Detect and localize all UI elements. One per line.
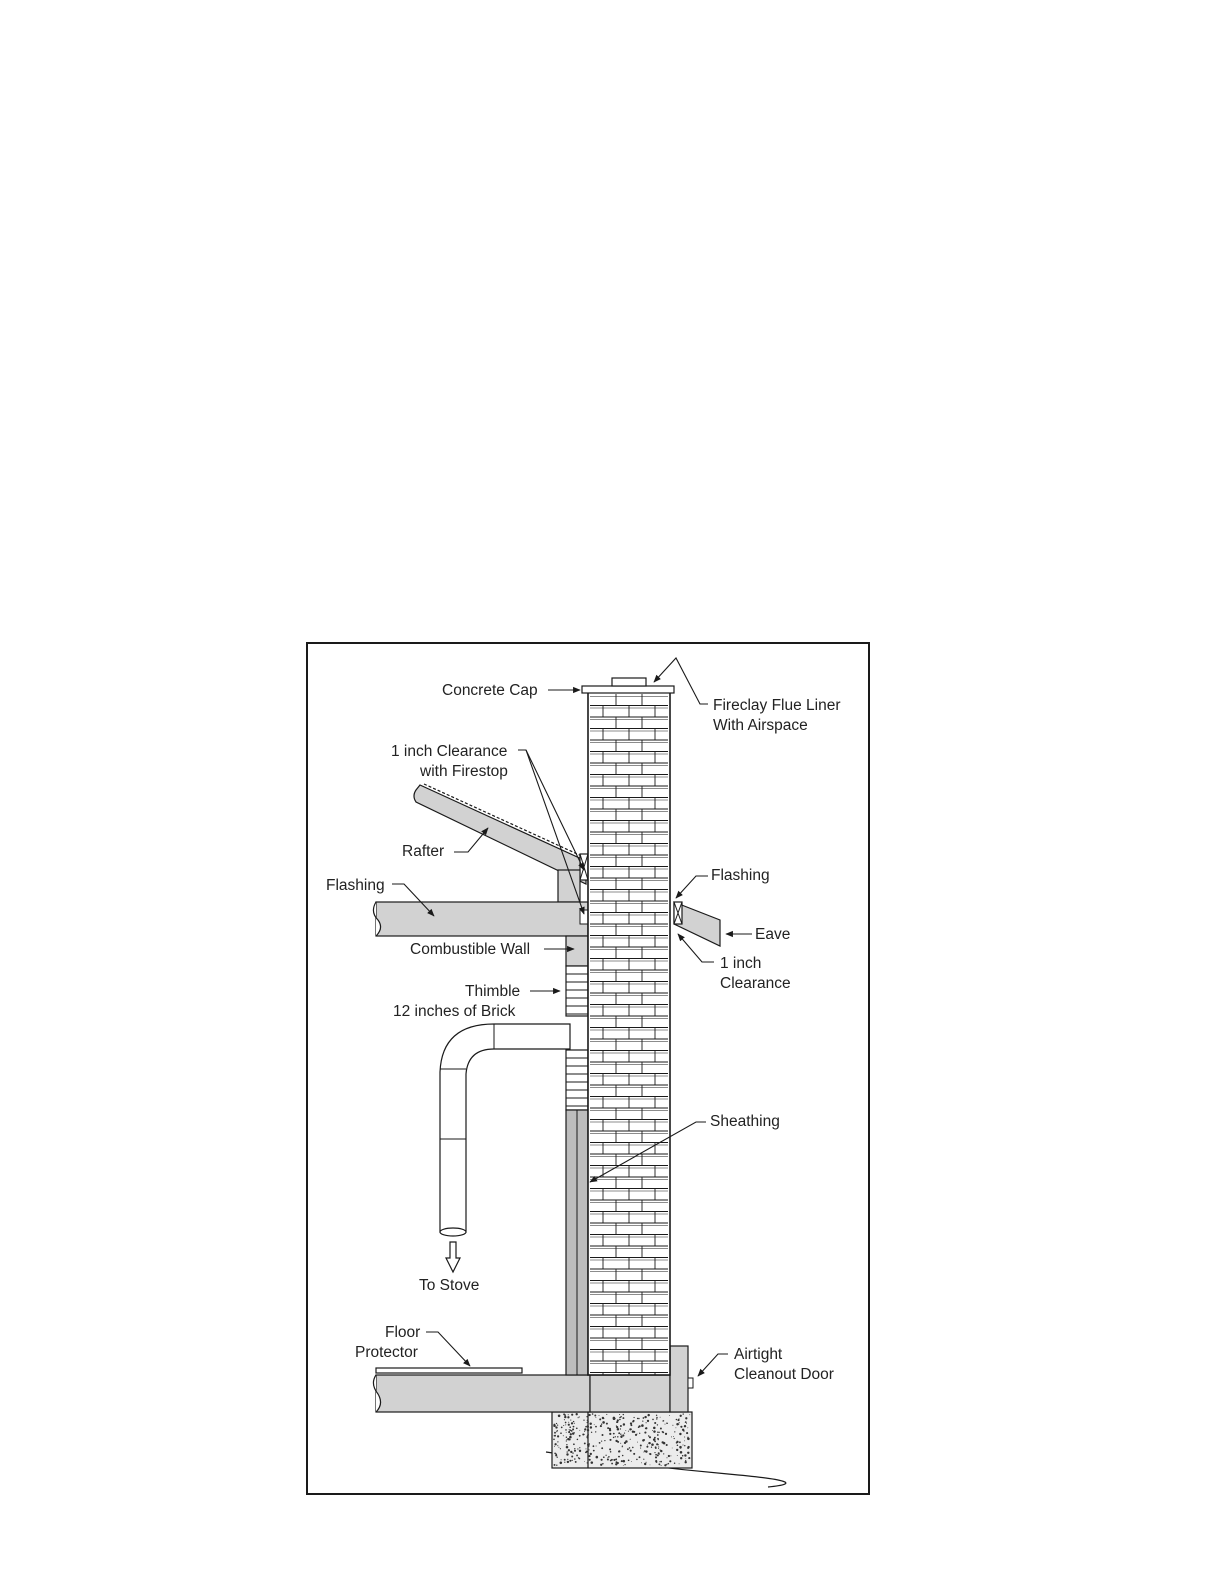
chimney-brick-column — [588, 692, 670, 1375]
cleanout-door — [670, 1346, 693, 1412]
concrete-cap — [582, 686, 674, 693]
label-clearance-line2: Clearance — [720, 975, 791, 992]
label-flashing-right: Flashing — [711, 867, 770, 884]
label-rafter: Rafter — [402, 843, 445, 860]
chimney-diagram-frame — [306, 642, 870, 1495]
label-concrete-cap: Concrete Cap — [442, 682, 538, 699]
label-brick: 12 inches of Brick — [393, 1003, 516, 1020]
floor-joist — [373, 1375, 590, 1412]
label-floor-line1: Floor — [385, 1324, 421, 1341]
label-cleanout-line2: Cleanout Door — [734, 1366, 834, 1383]
label-cleanout-line1: Airtight — [734, 1346, 783, 1363]
label-firestop-line2: with Firestop — [420, 763, 508, 780]
flue-liner-top — [612, 678, 646, 686]
firestop-left — [580, 854, 588, 880]
chimney-base — [590, 1375, 670, 1412]
stovepipe — [440, 1024, 570, 1236]
label-firestop-line1: 1 inch Clearance — [391, 743, 508, 760]
wall-stub-upper — [558, 870, 580, 902]
leader-cleanout — [698, 1354, 728, 1376]
ceiling-joist — [373, 902, 588, 936]
label-flue-liner-line2: With Airspace — [713, 717, 808, 734]
label-flue-liner-line1: Fireclay Flue Liner — [713, 697, 841, 714]
label-thimble: Thimble — [465, 983, 521, 1000]
leader-floor-protector — [426, 1332, 470, 1366]
leader-firestop-2 — [526, 750, 584, 914]
to-stove-arrow — [446, 1242, 460, 1272]
concrete-footing — [552, 1412, 692, 1468]
label-combustible-wall: Combustible Wall — [410, 941, 531, 958]
label-sheathing: Sheathing — [710, 1113, 780, 1130]
label-flashing-left: Flashing — [326, 877, 385, 894]
label-eave: Eave — [755, 926, 791, 943]
lower-wall — [566, 1110, 588, 1375]
floor-protector — [376, 1368, 522, 1373]
label-clearance-line1: 1 inch — [720, 955, 762, 972]
rafter — [414, 784, 586, 884]
leader-flashing-right — [676, 876, 708, 898]
combustible-wall — [566, 936, 588, 966]
label-floor-line2: Protector — [355, 1344, 418, 1361]
eave — [674, 902, 720, 946]
chimney-diagram — [308, 644, 872, 1497]
label-to-stove: To Stove — [419, 1277, 480, 1294]
